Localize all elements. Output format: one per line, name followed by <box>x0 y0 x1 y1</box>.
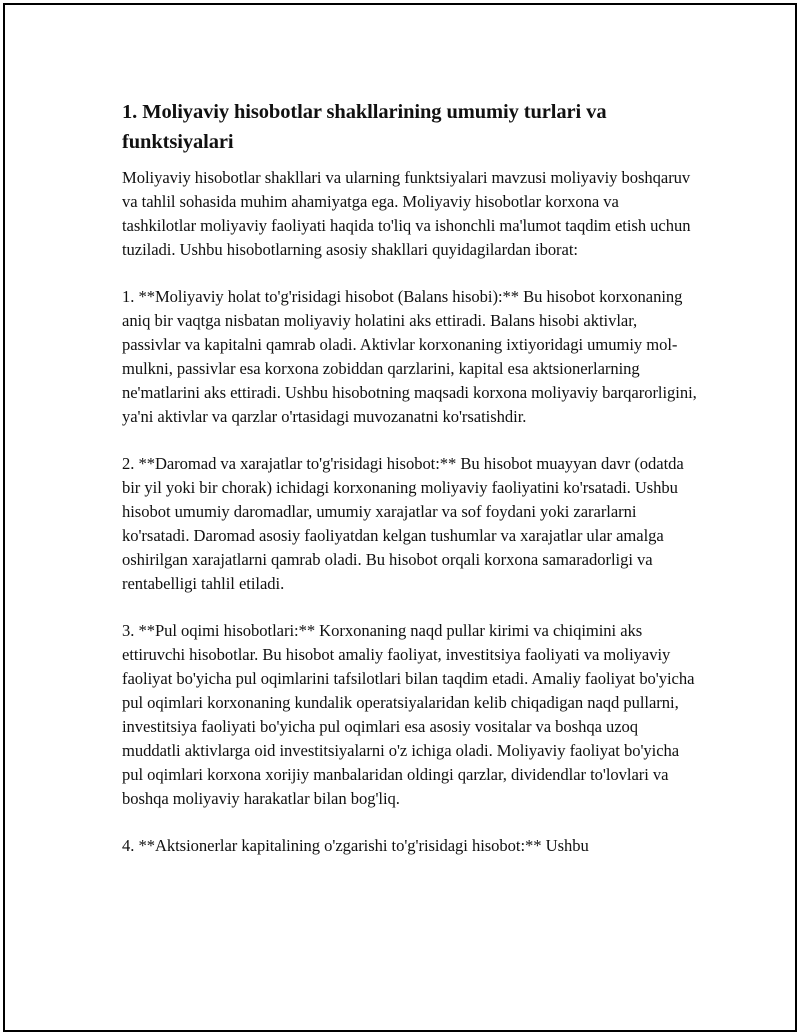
section-heading: 1. Moliyaviy hisobotlar shakllarining umumiy turlari va funktsiyalari <box>122 101 607 153</box>
intro-paragraph: Moliyaviy hisobotlar shakllari va ularning funktsiyalari mavzusi moliyaviy boshqaruv va tahlil sohasida muhim ahamiyatga ega. Moliyaviy hisobotlar korxona va tashkilotlar moliyaviy faoliyati haqida to'liq va ishonchli ma'lumot taqdim etish uchun tuziladi. Ushbu hisobotlarning asosiy shakllari quyidagilardan iborat: <box>122 168 691 259</box>
page-frame <box>3 3 797 1032</box>
income-statement-paragraph: 2. **Daromad va xarajatlar to'g'risidagi hisobot:** Bu hisobot muayyan davr (odatda bir yil yoki bir chorak) ichidagi korxonaning moliyaviy faoliyatini ko'rsatadi. Ushbu hisobot umumiy daromadlar, umumiy xarajatlar va sof foydani yoki zararlarni ko'rsatadi. Daromad asosiy faoliyatdan kelgan tushumlar va xarajatlar ular amalga oshirilgan xarajatlarni qamrab oladi. Bu hisobot orqali korxona samaradorligi va rentabelligi tahlil etiladi. <box>122 454 684 593</box>
equity-statement-paragraph: 4. **Aktsionerlar kapitalining o'zgarishi to'g'risidagi hisobot:** Ushbu <box>122 836 589 855</box>
cash-flow-paragraph: 3. **Pul oqimi hisobotlari:** Korxonaning naqd pullar kirimi va chiqimini aks ettiruvchi hisobotlar. Bu hisobot amaliy faoliyat, investitsiya faoliyati va moliyaviy faoliyat bo'yicha pul oqimlarini tafsilotlari bilan taqdim etadi. Amaliy faoliyat bo'yicha pul oqimlari korxonaning kundalik operatsiyalaridan kelib chiqadigan naqd pullarni, investitsiya faoliyati bo'yicha pul oqimlari esa asosiy vositalar va boshqa uzoq muddatli aktivlarga oid investitsiyalarni o'z ichiga oladi. Moliyaviy faoliyat bo'yicha pul oqimlari korxona xorijiy manbalaridan oldingi qarzlar, dividendlar to'lovlari va boshqa moliyaviy harakatlar bilan bog'liq. <box>122 621 695 808</box>
balance-sheet-paragraph: 1. **Moliyaviy holat to'g'risidagi hisobot (Balans hisobi):** Bu hisobot korxonaning aniq bir vaqtga nisbatan moliyaviy holatini aks ettiradi. Balans hisobi aktivlar, passivlar va kapitalni qamrab oladi. Aktivlar korxonaning ixtiyoridagi umumiy mol-mulkni, passivlar esa korxona zobiddan qarzlarini, kapital esa aktsionerlarning ne'matlarini aks ettiradi. Ushbu hisobotning maqsadi korxona moliyaviy barqarorligini, ya'ni aktivlar va qarzlar o'rtasidagi muvozanatni ko'rsatishdir. <box>122 287 697 426</box>
document-body <box>122 97 697 858</box>
